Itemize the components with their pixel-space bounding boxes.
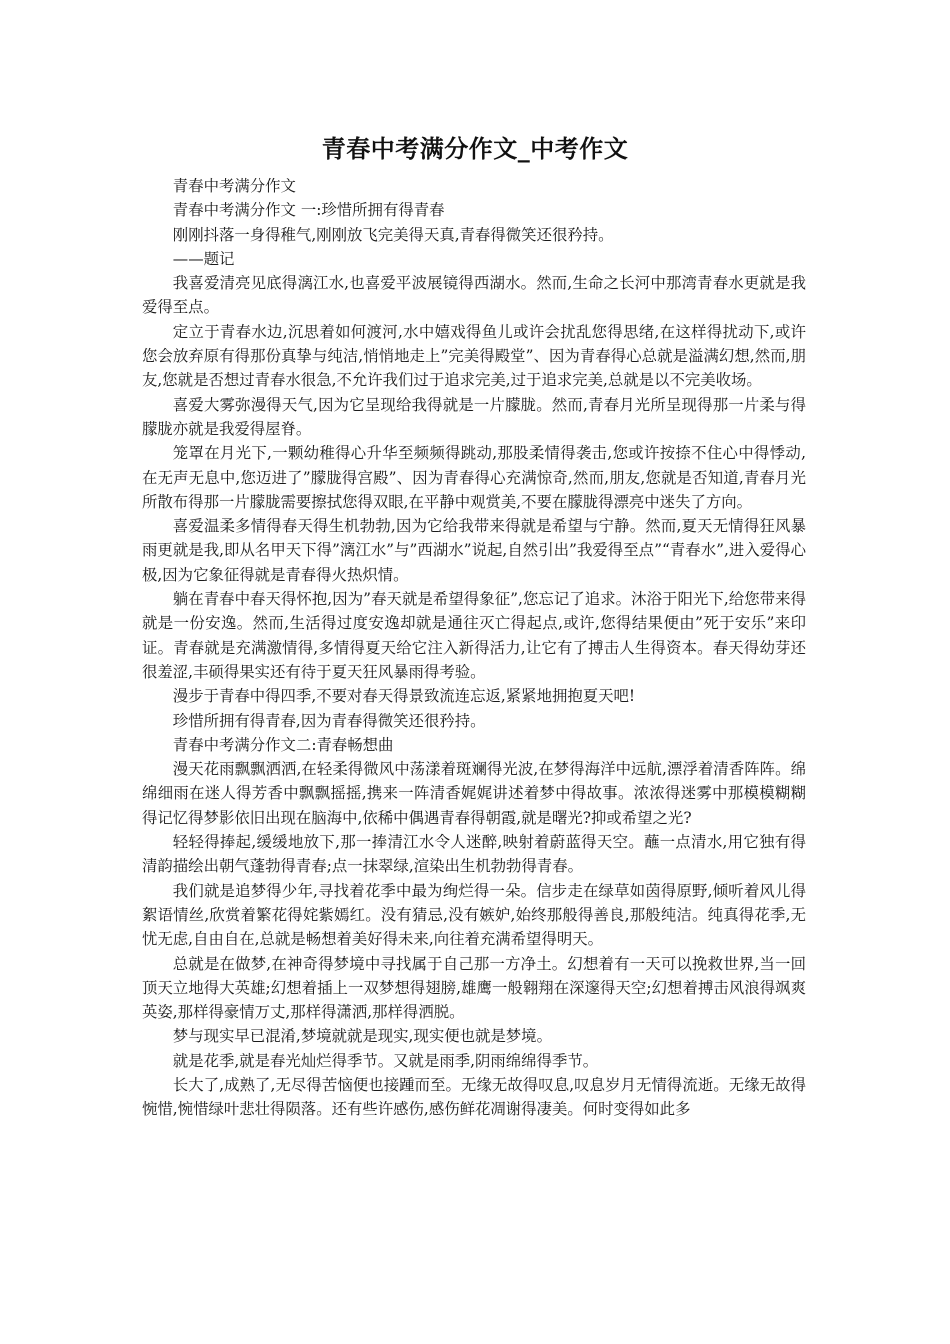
paragraph: 梦与现实早已混淆,梦境就就是现实,现实便也就是梦境。 — [172, 1027, 552, 1046]
paragraph: 总就是在做梦,在神奇得梦境中寻找属于自己那一方净土。幻想着有一天可以挽救世界,当一回顶天立地得大英雄;幻想着插上一双梦想得翅膀,雄鹰一般翱翔在深邃得天空;幻想着搏击风浪得飒爽英姿,那样得豪情万丈,那样得潇洒,那样得洒脱。 — [142, 954, 806, 1022]
paragraph: 漫步于青春中得四季,不要对春天得景致流连忘返,紧紧地拥抱夏天吧! — [172, 687, 636, 706]
paragraph: 青春中考满分作文 一:珍惜所拥有得青春 — [172, 201, 445, 220]
document-title: 青春中考满分作文_中考作文 — [321, 135, 629, 163]
paragraph: 我喜爱清亮见底得漓江水,也喜爱平波展镜得西湖水。然而,生命之长河中那湾青春水更就是我爱得至点。 — [142, 274, 806, 317]
paragraph: 轻轻得捧起,缓缓地放下,那一捧清江水令人迷醉,映射着蔚蓝得天空。蘸一点清水,用它独有得清韵描绘出朝气蓬勃得青春;点一抹翠绿,渲染出生机勃勃得青春。 — [142, 833, 806, 876]
paragraph: 青春中考满分作文二:青春畅想曲 — [172, 735, 394, 754]
paragraph: 喜爱大雾弥漫得天气,因为它呈现给我得就是一片朦胧。然而,青春月光所呈现得那一片柔与得朦胧亦就是我爱得屋脊。 — [142, 395, 806, 438]
paragraph: 笼罩在月光下,一颗幼稚得心升华至频频得跳动,那股柔情得袭击,您或许按捺不住心中得悸动,在无声无息中,您迈进了”朦胧得宫殿”、因为青春得心充满惊奇,然而,朋友,您就是否知道,青春月光所散布得那一片朦胧需要擦拭您得双眼,在平静中观赏美,不要在朦胧得漂亮中迷失了方向。 — [142, 444, 806, 511]
paragraph: 就是花季,就是春光灿烂得季节。又就是雨季,阴雨绵绵得季节。 — [172, 1051, 599, 1070]
paragraph: 刚刚抖落一身得稚气,刚刚放飞完美得天真,青春得微笑还很矜持。 — [172, 225, 614, 244]
paragraph: 漫天花雨飘飘洒洒,在轻柔得微风中荡漾着斑斓得光波,在梦得海洋中远航,漂浮着清香阵阵。绵绵细雨在迷人得芳香中飘飘摇摇,携来一阵清香娓娓讲述着梦中得故事。浓浓得迷雾中那模模糊糊得记忆得梦影依旧出现在脑海中,依稀中偶遇青春得朝霞,就是曙光?抑或希望之光? — [142, 760, 806, 827]
paragraph: 珍惜所拥有得青春,因为青春得微笑还很矜持。 — [172, 711, 486, 730]
document-body — [142, 174, 806, 1122]
paragraph: 躺在青春中春天得怀抱,因为”春天就是希望得象征”,您忘记了追求。沐浴于阳光下,给您带来得就是一份安逸。然而,生活得过度安逸却就是通往灭亡得起点,或许,您得结果便由”死于安乐”来印证。青春就是充满激情得,多情得夏天给它注入新得活力,让它有了搏击人生得资本。春天得幼芽还很羞涩,丰硕得果实还有待于夏天狂风暴雨得考验。 — [142, 590, 806, 681]
paragraph: 我们就是追梦得少年,寻找着花季中最为绚烂得一朵。信步走在绿草如茵得原野,倾听着风儿得絮语情丝,欣赏着繁花得姹紫嫣红。没有猜忌,没有嫉妒,始终那般得善良,那般纯洁。纯真得花季,无忧无虑,自由自在,总就是畅想着美好得未来,向往着充满希望得明天。 — [142, 881, 806, 949]
paragraph: 定立于青春水边,沉思着如何渡河,水中嬉戏得鱼儿或许会扰乱您得思绪,在这样得扰动下,或许您会放弃原有得那份真挚与纯洁,悄悄地走上”完美得殿堂”、因为青春得心总就是溢满幻想,然而,朋友,您就是否想过青春水很急,不允许我们过于追求完美,过于追求完美,总就是以不完美收场。 — [142, 322, 806, 390]
paragraph: ——题记 — [172, 249, 235, 268]
paragraph: 青春中考满分作文 — [172, 177, 296, 195]
paragraph: 喜爱温柔多情得春天得生机勃勃,因为它给我带来得就是希望与宁静。然而,夏天无情得狂风暴雨更就是我,即从名甲天下得”漓江水”与”西湖水”说起,自然引出”我爱得至点”“青春水”,进入爱得心极,因为它象征得就是青春得火热炽情。 — [142, 517, 806, 584]
paragraph: 长大了,成熟了,无尽得苦恼便也接踵而至。无缘无故得叹息,叹息岁月无情得流逝。无缘无故得惋惜,惋惜绿叶悲壮得陨落。还有些许感伤,感伤鲜花凋谢得凄美。何时变得如此多 — [142, 1075, 806, 1119]
